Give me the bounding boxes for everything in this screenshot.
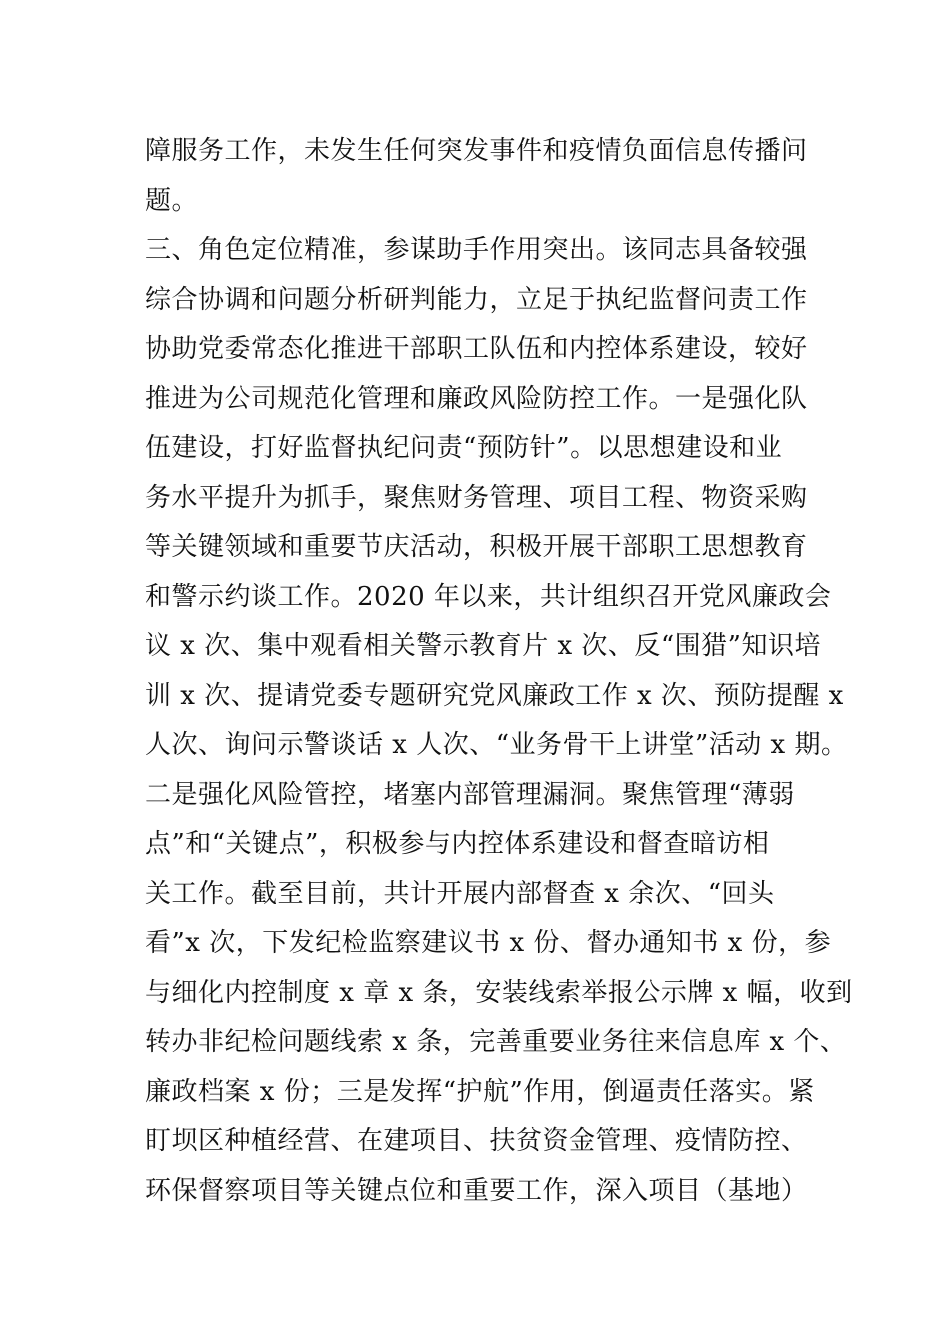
text-line: 看”x 次，下发纪检监察建议书 x 份、督办通知书 x 份，参	[145, 928, 832, 958]
text-line: 和警示约谈工作。2020 年以来，共计组织召开党风廉政会	[145, 581, 832, 612]
text-line: 人次、询问示警谈话 x 人次、“业务骨干上讲堂”活动 x 期。	[145, 730, 848, 760]
text-line: 转办非纪检问题线索 x 条，完善重要业务往来信息库 x 个、	[145, 1027, 847, 1057]
text-line: 伍建设，打好监督执纪问责“预防针”。以思想建设和业	[145, 433, 783, 463]
text-line: 务水平提升为抓手，聚焦财务管理、项目工程、物资采购	[145, 482, 808, 513]
text-line: 等关键领域和重要节庆活动，积极开展干部职工思想教育	[145, 532, 808, 562]
text-line: 训 x 次、提请党委专题研究党风廉政工作 x 次、预防提醒 x	[145, 680, 844, 711]
text-line: 议 x 次、集中观看相关警示教育片 x 次、反“围猎”知识培	[145, 631, 821, 661]
text-line: 关工作。截至目前，共计开展内部督查 x 余次、“回头	[145, 878, 775, 909]
text-line: 障服务工作，未发生任何突发事件和疫情负面信息传播问	[145, 136, 808, 166]
body-text	[145, 127, 853, 1216]
text-line: 盯坝区种植经营、在建项目、扶贫资金管理、疫情防控、	[145, 1126, 808, 1156]
text-line: 综合协调和问题分析研判能力，立足于执纪监督问责工作	[145, 284, 808, 315]
text-line: 三、角色定位精准，参谋助手作用突出。该同志具备较强	[145, 235, 808, 265]
text-line: 与细化内控制度 x 章 x 条，安装线索举报公示牌 x 幅，收到	[145, 977, 853, 1008]
text-line: 廉政档案 x 份；三是发挥“护航”作用，倒逼责任落实。紧	[145, 1076, 815, 1107]
text-line: 点”和“关键点”，积极参与内控体系建设和督查暗访相	[145, 829, 770, 859]
text-line: 协助党委常态化推进干部职工队伍和内控体系建设，较好	[145, 334, 808, 364]
text-line: 二是强化风险管控，堵塞内部管理漏洞。聚焦管理“薄弱	[145, 779, 795, 810]
text-line: 题。	[145, 185, 199, 216]
text-line: 推进为公司规范化管理和廉政风险防控工作。一是强化队	[145, 383, 808, 414]
text-line: 环保督察项目等关键点位和重要工作，深入项目（基地）	[145, 1175, 808, 1206]
